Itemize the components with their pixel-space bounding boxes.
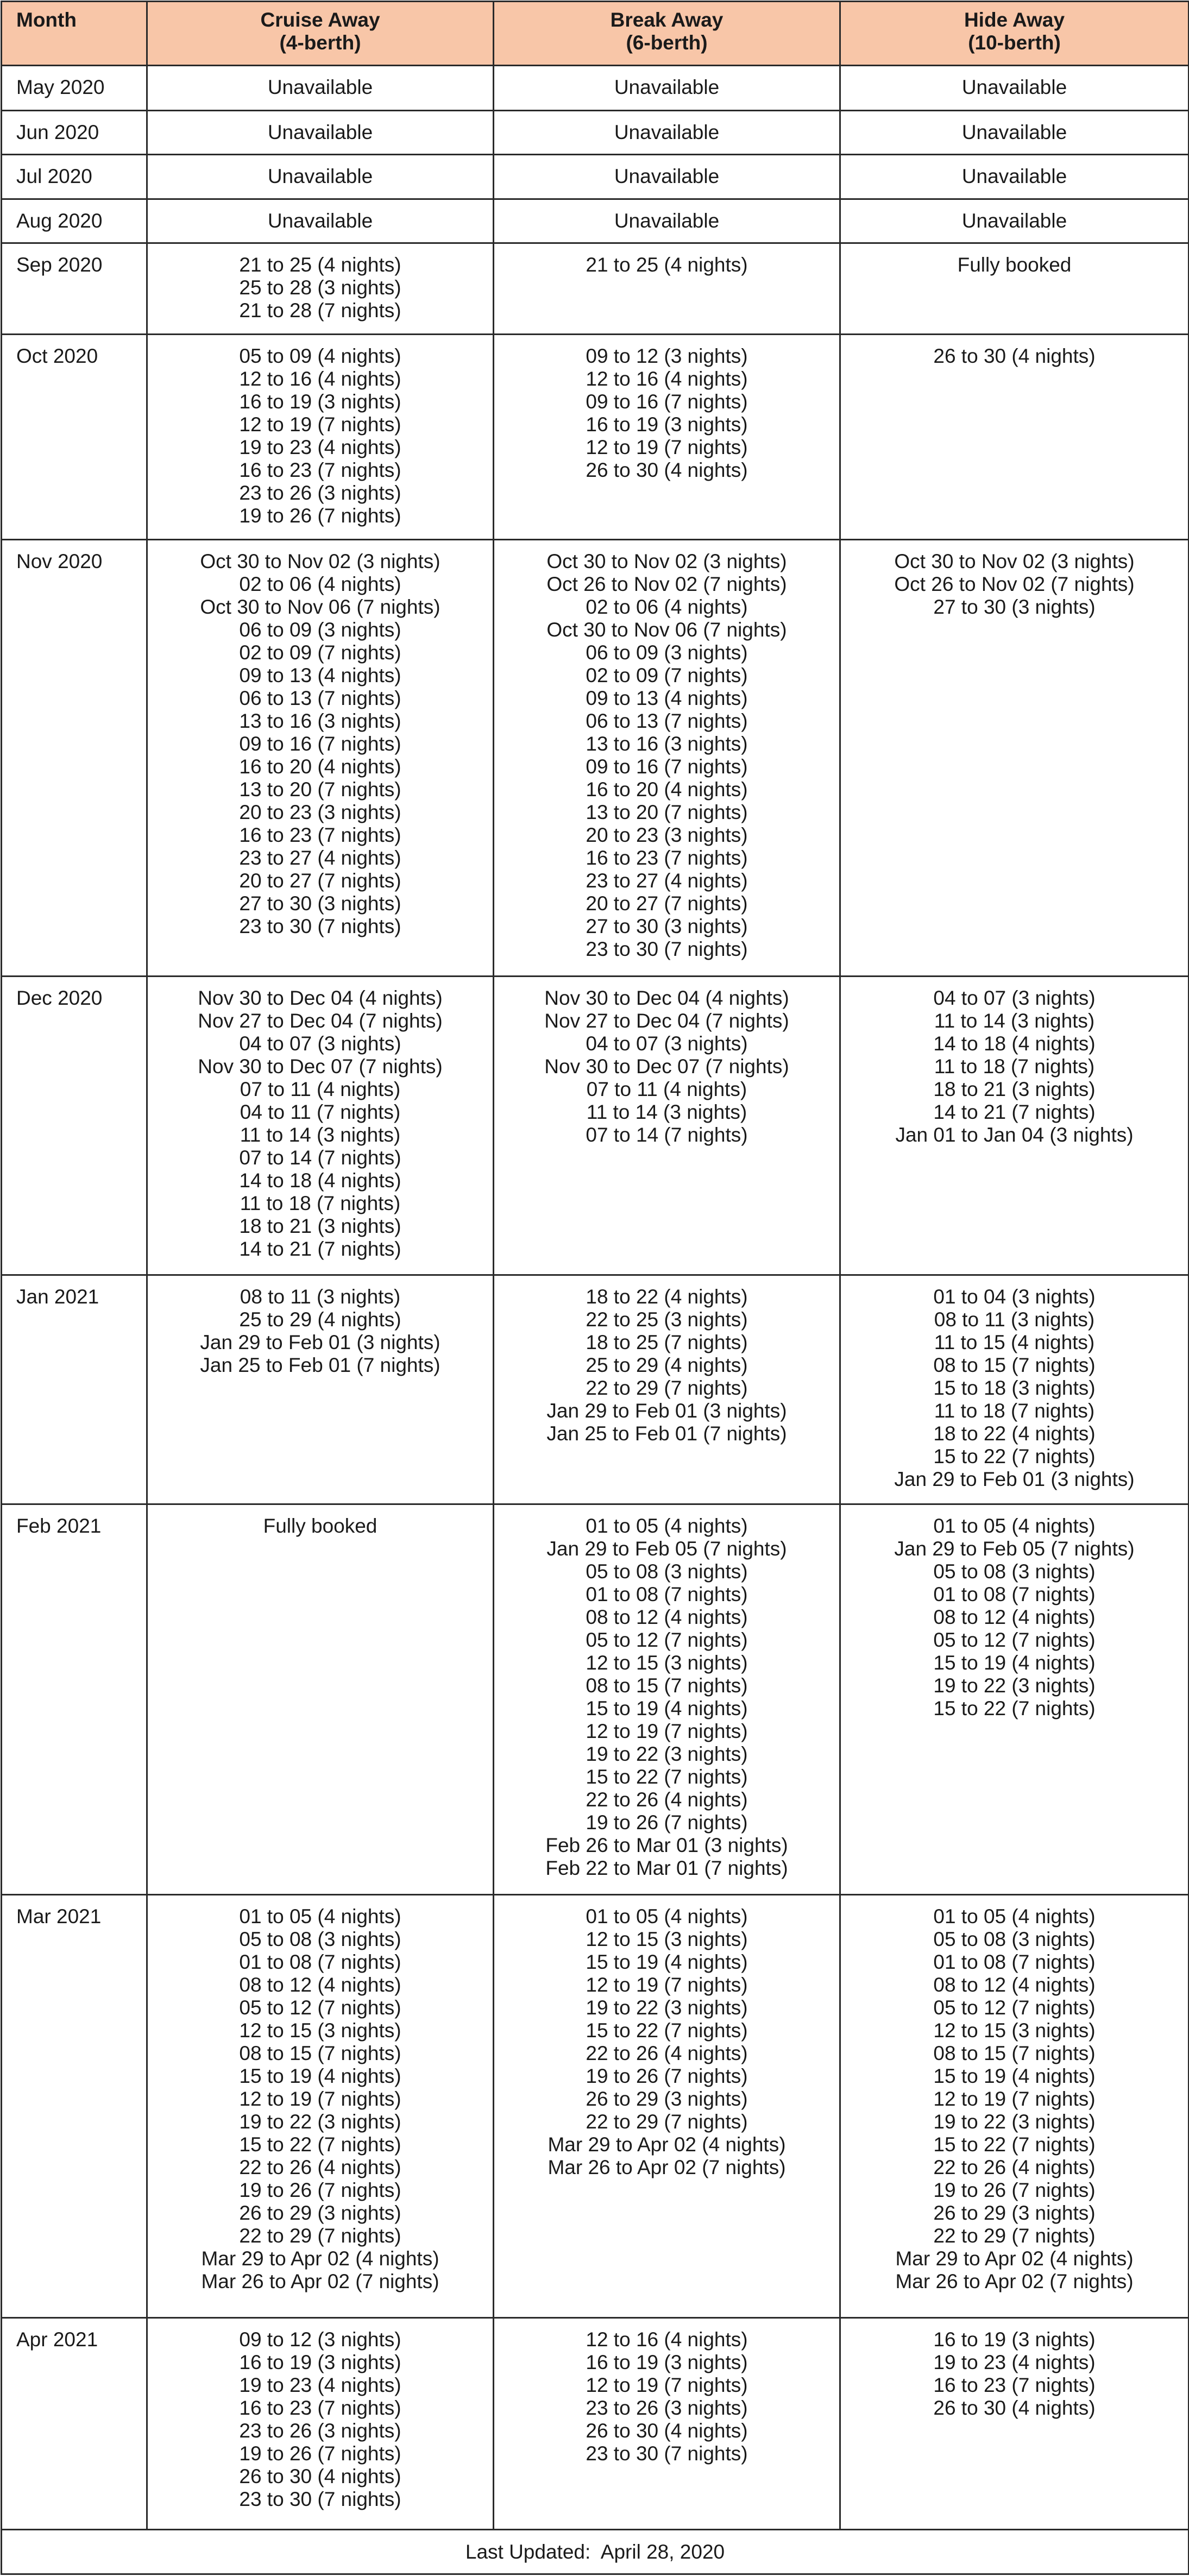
- availability-entry: 20 to 27 (7 nights): [586, 892, 748, 915]
- availability-cell-hide-away: [840, 976, 1189, 1275]
- availability-entry: 12 to 15 (3 nights): [933, 2019, 1096, 2042]
- availability-entry: 08 to 11 (3 nights): [240, 1285, 401, 1308]
- availability-entry: 15 to 18 (3 nights): [933, 1376, 1096, 1399]
- availability-cell-break-away: [494, 1275, 840, 1504]
- availability-entry: 12 to 16 (4 nights): [586, 368, 748, 391]
- availability-entry: 12 to 15 (3 nights): [586, 1652, 748, 1674]
- availability-entry: 05 to 12 (7 nights): [586, 1629, 748, 1652]
- availability-cell-hide-away: [840, 1504, 1189, 1895]
- availability-entry: 09 to 13 (4 nights): [586, 686, 748, 709]
- availability-entry: 01 to 08 (7 nights): [239, 1950, 401, 1973]
- month-cell: Dec 2020: [2, 976, 147, 1275]
- availability-entry: Unavailable: [267, 165, 373, 188]
- availability-entry: 23 to 26 (3 nights): [239, 482, 401, 505]
- availability-entry: 11 to 18 (7 nights): [240, 1192, 401, 1214]
- availability-cell-hide-away: [840, 335, 1189, 540]
- availability-entry: 05 to 09 (4 nights): [239, 345, 401, 368]
- availability-entry: 15 to 19 (4 nights): [239, 2064, 401, 2087]
- availability-entry: Jan 29 to Feb 01 (3 nights): [894, 1467, 1135, 1490]
- availability-entry: 20 to 27 (7 nights): [239, 869, 401, 892]
- availability-entry: 11 to 18 (7 nights): [934, 1055, 1095, 1078]
- availability-entry: 20 to 23 (3 nights): [239, 801, 401, 823]
- header-cruise-away: [147, 2, 494, 66]
- availability-entry: 02 to 09 (7 nights): [586, 664, 748, 686]
- availability-entry: 15 to 22 (7 nights): [933, 1445, 1096, 1467]
- availability-entry: 08 to 15 (7 nights): [239, 2042, 401, 2064]
- availability-entry: 14 to 18 (4 nights): [239, 1169, 401, 1192]
- availability-entry: 12 to 19 (7 nights): [239, 2087, 401, 2110]
- table-body: [2, 66, 1189, 2530]
- availability-cell-break-away: [494, 111, 840, 155]
- availability-entry: 15 to 22 (7 nights): [586, 1766, 748, 1788]
- availability-entry: 05 to 12 (7 nights): [239, 1996, 401, 2019]
- availability-entry: 12 to 15 (3 nights): [586, 1928, 748, 1950]
- availability-cell-hide-away: [840, 539, 1189, 976]
- availability-entry: 23 to 26 (3 nights): [239, 2420, 401, 2442]
- availability-entry: 19 to 23 (4 nights): [239, 2374, 401, 2397]
- availability-entry: Jan 29 to Feb 05 (7 nights): [894, 1538, 1135, 1560]
- header-month-label: Month: [16, 9, 77, 31]
- availability-entry: 23 to 30 (7 nights): [239, 915, 401, 937]
- availability-entry: 22 to 26 (4 nights): [586, 1788, 748, 1811]
- availability-entry: 19 to 26 (7 nights): [586, 1811, 748, 1834]
- availability-entry: 19 to 22 (3 nights): [933, 1674, 1096, 1697]
- availability-entry: 01 to 05 (4 nights): [239, 1905, 401, 1928]
- availability-entry: 07 to 11 (4 nights): [240, 1078, 401, 1100]
- table-row: [2, 111, 1189, 155]
- availability-entry: 07 to 11 (4 nights): [586, 1078, 747, 1100]
- month-cell: Jun 2020: [2, 111, 147, 155]
- table-row: [2, 66, 1189, 111]
- availability-cell-break-away: [494, 1894, 840, 2318]
- availability-entry: 04 to 07 (3 nights): [239, 1032, 401, 1055]
- availability-entry: 22 to 26 (4 nights): [933, 2156, 1096, 2178]
- availability-entry: 25 to 29 (4 nights): [586, 1353, 748, 1376]
- availability-cell-break-away: [494, 199, 840, 243]
- availability-entry: 15 to 19 (4 nights): [933, 1652, 1096, 1674]
- availability-entry: 02 to 06 (4 nights): [239, 572, 401, 595]
- availability-entry: 01 to 05 (4 nights): [933, 1515, 1096, 1538]
- availability-entry: 26 to 29 (3 nights): [239, 2201, 401, 2224]
- table-row: [2, 335, 1189, 540]
- availability-entry: 27 to 30 (3 nights): [239, 892, 401, 915]
- availability-entry: 21 to 28 (7 nights): [239, 299, 401, 322]
- availability-entry: 04 to 07 (3 nights): [586, 1032, 748, 1055]
- availability-cell-break-away: [494, 2318, 840, 2530]
- availability-entry: 19 to 22 (3 nights): [933, 2110, 1096, 2133]
- availability-entry: Nov 30 to Dec 07 (7 nights): [544, 1055, 789, 1078]
- availability-entry: 27 to 30 (3 nights): [933, 595, 1096, 618]
- availability-entry: Nov 27 to Dec 04 (7 nights): [198, 1009, 443, 1032]
- availability-entry: 06 to 13 (7 nights): [586, 709, 748, 732]
- month-cell: Jul 2020: [2, 155, 147, 199]
- last-updated-label: Last Updated:: [465, 2540, 591, 2563]
- availability-cell-hide-away: [840, 243, 1189, 334]
- availability-entry: 26 to 30 (4 nights): [586, 459, 748, 482]
- availability-entry: 16 to 20 (4 nights): [239, 755, 401, 778]
- availability-entry: 19 to 22 (3 nights): [586, 1996, 748, 2019]
- availability-entry: 09 to 16 (7 nights): [239, 732, 401, 755]
- availability-entry: Oct 30 to Nov 02 (3 nights): [894, 550, 1135, 572]
- availability-entry: 22 to 25 (3 nights): [586, 1308, 748, 1331]
- availability-entry: Jan 29 to Feb 05 (7 nights): [546, 1538, 787, 1560]
- availability-entry: 13 to 16 (3 nights): [586, 732, 748, 755]
- availability-cell-break-away: [494, 1504, 840, 1895]
- month-cell: Feb 2021: [2, 1504, 147, 1895]
- availability-entry: Fully booked: [957, 253, 1072, 276]
- month-cell: Oct 2020: [2, 335, 147, 540]
- availability-entry: Nov 30 to Dec 04 (4 nights): [544, 986, 789, 1009]
- availability-entry: 09 to 13 (4 nights): [239, 664, 401, 686]
- availability-cell-cruise-away: [147, 199, 494, 243]
- availability-cell-hide-away: [840, 155, 1189, 199]
- availability-entry: 19 to 26 (7 nights): [239, 2178, 401, 2201]
- availability-entry: 12 to 19 (7 nights): [239, 413, 401, 436]
- header-break-away: [494, 2, 840, 66]
- availability-entry: Mar 26 to Apr 02 (7 nights): [895, 2270, 1134, 2292]
- table-row: [2, 976, 1189, 1275]
- availability-entry: 18 to 21 (3 nights): [239, 1214, 401, 1237]
- availability-cell-break-away: [494, 976, 840, 1275]
- availability-entry: 06 to 09 (3 nights): [239, 618, 401, 641]
- availability-entry: 19 to 26 (7 nights): [933, 2178, 1096, 2201]
- availability-entry: 16 to 19 (3 nights): [586, 413, 748, 436]
- availability-cell-break-away: [494, 155, 840, 199]
- availability-entry: 12 to 19 (7 nights): [933, 2087, 1096, 2110]
- availability-entry: 16 to 23 (7 nights): [933, 2374, 1096, 2397]
- availability-entry: 14 to 21 (7 nights): [933, 1100, 1096, 1123]
- availability-entry: 16 to 23 (7 nights): [239, 459, 401, 482]
- availability-entry: 05 to 08 (3 nights): [933, 1928, 1096, 1950]
- availability-cell-cruise-away: [147, 1504, 494, 1895]
- availability-entry: 05 to 08 (3 nights): [586, 1560, 748, 1583]
- availability-entry: 26 to 30 (4 nights): [586, 2420, 748, 2442]
- availability-cell-break-away: [494, 66, 840, 111]
- availability-entry: 16 to 19 (3 nights): [586, 2351, 748, 2374]
- availability-entry: 08 to 12 (4 nights): [586, 1606, 748, 1629]
- availability-entry: Unavailable: [614, 76, 720, 98]
- availability-entry: 05 to 12 (7 nights): [933, 1996, 1096, 2019]
- table-row: [2, 2318, 1189, 2530]
- availability-cell-cruise-away: [147, 335, 494, 540]
- availability-entry: 21 to 25 (4 nights): [239, 253, 401, 276]
- availability-entry: 23 to 30 (7 nights): [239, 2488, 401, 2511]
- availability-cell-hide-away: [840, 2318, 1189, 2530]
- availability-entry: 08 to 11 (3 nights): [934, 1308, 1095, 1331]
- availability-entry: 05 to 12 (7 nights): [933, 1629, 1096, 1652]
- availability-cell-cruise-away: [147, 155, 494, 199]
- availability-table: [1, 1, 1189, 2575]
- availability-entry: 18 to 22 (4 nights): [586, 1285, 748, 1308]
- availability-entry: 08 to 12 (4 nights): [933, 1606, 1096, 1629]
- availability-entry: 19 to 26 (7 nights): [239, 2442, 401, 2465]
- availability-entry: 15 to 22 (7 nights): [933, 2133, 1096, 2156]
- header-boat-berth: (10-berth): [968, 32, 1061, 54]
- availability-entry: Jan 29 to Feb 01 (3 nights): [546, 1399, 787, 1422]
- availability-entry: Nov 30 to Dec 07 (7 nights): [198, 1055, 443, 1078]
- availability-entry: 06 to 09 (3 nights): [586, 641, 748, 664]
- month-cell: Aug 2020: [2, 199, 147, 243]
- availability-entry: 22 to 29 (7 nights): [586, 2110, 748, 2133]
- availability-entry: 01 to 05 (4 nights): [586, 1515, 748, 1538]
- availability-entry: 06 to 13 (7 nights): [239, 686, 401, 709]
- availability-entry: 16 to 23 (7 nights): [586, 846, 748, 869]
- availability-entry: Mar 29 to Apr 02 (4 nights): [201, 2247, 439, 2270]
- availability-entry: Fully booked: [263, 1515, 378, 1538]
- availability-entry: 11 to 14 (3 nights): [934, 1009, 1095, 1032]
- availability-entry: 16 to 20 (4 nights): [586, 778, 748, 801]
- availability-cell-cruise-away: [147, 243, 494, 334]
- availability-entry: 08 to 15 (7 nights): [933, 2042, 1096, 2064]
- availability-entry: 08 to 15 (7 nights): [586, 1674, 748, 1697]
- header-boat-berth: (6-berth): [626, 32, 708, 54]
- availability-entry: Unavailable: [267, 209, 373, 232]
- availability-entry: 13 to 16 (3 nights): [239, 709, 401, 732]
- last-updated-date: April 28, 2020: [600, 2540, 725, 2563]
- availability-entry: Jan 01 to Jan 04 (3 nights): [895, 1123, 1134, 1146]
- table-row: [2, 1275, 1189, 1504]
- availability-entry: 12 to 16 (4 nights): [586, 2328, 748, 2351]
- availability-entry: 26 to 29 (3 nights): [586, 2087, 748, 2110]
- availability-entry: Oct 30 to Nov 06 (7 nights): [200, 595, 441, 618]
- availability-entry: 09 to 12 (3 nights): [586, 345, 748, 368]
- availability-entry: 04 to 11 (7 nights): [240, 1100, 401, 1123]
- availability-entry: Oct 26 to Nov 02 (7 nights): [894, 572, 1135, 595]
- availability-entry: Unavailable: [614, 121, 720, 144]
- availability-entry: 15 to 19 (4 nights): [586, 1697, 748, 1720]
- availability-entry: Oct 26 to Nov 02 (7 nights): [546, 572, 787, 595]
- availability-entry: 22 to 26 (4 nights): [239, 2156, 401, 2178]
- last-updated: [2, 2530, 1189, 2574]
- availability-entry: 23 to 30 (7 nights): [586, 937, 748, 960]
- availability-entry: 25 to 29 (4 nights): [239, 1308, 401, 1331]
- availability-entry: 26 to 29 (3 nights): [933, 2201, 1096, 2224]
- availability-entry: 15 to 19 (4 nights): [586, 1950, 748, 1973]
- availability-entry: 21 to 25 (4 nights): [586, 253, 748, 276]
- header-boat-berth: (4-berth): [279, 32, 361, 54]
- availability-entry: 14 to 21 (7 nights): [239, 1237, 401, 1260]
- availability-entry: 07 to 14 (7 nights): [586, 1123, 748, 1146]
- table-row: [2, 1894, 1189, 2318]
- availability-entry: Unavailable: [267, 121, 373, 144]
- availability-entry: 05 to 08 (3 nights): [239, 1928, 401, 1950]
- availability-entry: 12 to 19 (7 nights): [586, 1720, 748, 1743]
- availability-entry: 15 to 19 (4 nights): [933, 2064, 1096, 2087]
- availability-entry: 16 to 19 (3 nights): [239, 2351, 401, 2374]
- availability-entry: 25 to 28 (3 nights): [239, 276, 401, 299]
- availability-cell-cruise-away: [147, 2318, 494, 2530]
- availability-entry: Nov 30 to Dec 04 (4 nights): [198, 986, 443, 1009]
- availability-entry: Jan 25 to Feb 01 (7 nights): [200, 1353, 441, 1376]
- availability-entry: 04 to 07 (3 nights): [933, 986, 1096, 1009]
- availability-entry: 02 to 06 (4 nights): [586, 595, 748, 618]
- availability-entry: 15 to 22 (7 nights): [933, 1697, 1096, 1720]
- availability-cell-hide-away: [840, 1275, 1189, 1504]
- availability-entry: 16 to 19 (3 nights): [933, 2328, 1096, 2351]
- availability-entry: Mar 29 to Apr 02 (4 nights): [548, 2133, 786, 2156]
- availability-entry: 18 to 22 (4 nights): [933, 1422, 1096, 1445]
- availability-entry: 11 to 14 (3 nights): [240, 1123, 401, 1146]
- availability-cell-break-away: [494, 243, 840, 334]
- table-row: [2, 155, 1189, 199]
- header-hide-away: [840, 2, 1189, 66]
- availability-entry: Oct 30 to Nov 02 (3 nights): [546, 550, 787, 572]
- availability-entry: 01 to 04 (3 nights): [933, 1285, 1096, 1308]
- availability-cell-cruise-away: [147, 539, 494, 976]
- availability-entry: Oct 30 to Nov 06 (7 nights): [546, 618, 787, 641]
- availability-entry: Mar 26 to Apr 02 (7 nights): [201, 2270, 439, 2292]
- availability-entry: Mar 29 to Apr 02 (4 nights): [895, 2247, 1134, 2270]
- month-cell: Nov 2020: [2, 539, 147, 976]
- table-row: [2, 1504, 1189, 1895]
- availability-entry: 12 to 19 (7 nights): [586, 1973, 748, 1996]
- footer-row: [2, 2530, 1189, 2574]
- availability-entry: 08 to 12 (4 nights): [239, 1973, 401, 1996]
- availability-entry: 19 to 23 (4 nights): [239, 436, 401, 459]
- availability-entry: Unavailable: [614, 209, 720, 232]
- availability-entry: 13 to 20 (7 nights): [586, 801, 748, 823]
- availability-entry: Jan 25 to Feb 01 (7 nights): [546, 1422, 787, 1445]
- availability-cell-cruise-away: [147, 976, 494, 1275]
- availability-cell-break-away: [494, 335, 840, 540]
- table-row: [2, 243, 1189, 334]
- availability-entry: Feb 26 to Mar 01 (3 nights): [545, 1834, 788, 1857]
- availability-entry: 23 to 30 (7 nights): [586, 2442, 748, 2465]
- availability-entry: 07 to 14 (7 nights): [239, 1146, 401, 1169]
- availability-entry: 08 to 15 (7 nights): [933, 1353, 1096, 1376]
- availability-entry: 19 to 23 (4 nights): [933, 2351, 1096, 2374]
- availability-entry: 12 to 19 (7 nights): [586, 2374, 748, 2397]
- availability-cell-cruise-away: [147, 111, 494, 155]
- availability-entry: Jan 29 to Feb 01 (3 nights): [200, 1331, 441, 1353]
- availability-entry: 11 to 18 (7 nights): [934, 1399, 1095, 1422]
- availability-entry: 15 to 22 (7 nights): [586, 2019, 748, 2042]
- availability-entry: Feb 22 to Mar 01 (7 nights): [545, 1857, 788, 1880]
- availability-entry: 23 to 27 (4 nights): [239, 846, 401, 869]
- availability-entry: 18 to 21 (3 nights): [933, 1078, 1096, 1100]
- availability-entry: 08 to 12 (4 nights): [933, 1973, 1096, 1996]
- availability-entry: 11 to 14 (3 nights): [586, 1100, 747, 1123]
- availability-entry: 19 to 22 (3 nights): [586, 1743, 748, 1766]
- availability-cell-cruise-away: [147, 1894, 494, 2318]
- availability-entry: 23 to 27 (4 nights): [586, 869, 748, 892]
- header-boat-name: Hide Away: [964, 9, 1065, 31]
- availability-entry: 19 to 22 (3 nights): [239, 2110, 401, 2133]
- availability-cell-hide-away: [840, 1894, 1189, 2318]
- table-row: [2, 539, 1189, 976]
- availability-entry: Unavailable: [961, 121, 1067, 144]
- availability-entry: 22 to 29 (7 nights): [239, 2224, 401, 2247]
- availability-entry: Unavailable: [961, 209, 1067, 232]
- header-boat-name: Break Away: [610, 9, 724, 31]
- availability-entry: 09 to 12 (3 nights): [239, 2328, 401, 2351]
- availability-entry: 12 to 19 (7 nights): [586, 436, 748, 459]
- availability-entry: 13 to 20 (7 nights): [239, 778, 401, 801]
- availability-entry: 27 to 30 (3 nights): [586, 915, 748, 937]
- month-cell: Mar 2021: [2, 1894, 147, 2318]
- availability-entry: 09 to 16 (7 nights): [586, 755, 748, 778]
- availability-entry: Unavailable: [267, 76, 373, 98]
- availability-entry: 14 to 18 (4 nights): [933, 1032, 1096, 1055]
- availability-entry: 01 to 05 (4 nights): [933, 1905, 1096, 1928]
- availability-entry: 01 to 08 (7 nights): [586, 1583, 748, 1606]
- availability-cell-hide-away: [840, 111, 1189, 155]
- availability-entry: 01 to 05 (4 nights): [586, 1905, 748, 1928]
- availability-entry: 22 to 26 (4 nights): [586, 2042, 748, 2064]
- availability-cell-cruise-away: [147, 1275, 494, 1504]
- availability-entry: 26 to 30 (4 nights): [239, 2465, 401, 2488]
- availability-cell-break-away: [494, 539, 840, 976]
- availability-entry: 11 to 15 (4 nights): [934, 1331, 1095, 1353]
- month-cell: Sep 2020: [2, 243, 147, 334]
- availability-entry: Unavailable: [961, 76, 1067, 98]
- availability-cell-hide-away: [840, 66, 1189, 111]
- header-month: [2, 2, 147, 66]
- header-boat-name: Cruise Away: [260, 9, 380, 31]
- month-cell: Jan 2021: [2, 1275, 147, 1504]
- availability-entry: 19 to 26 (7 nights): [586, 2064, 748, 2087]
- availability-entry: Unavailable: [614, 165, 720, 188]
- availability-entry: Nov 27 to Dec 04 (7 nights): [544, 1009, 789, 1032]
- availability-cell-cruise-away: [147, 66, 494, 111]
- availability-entry: 09 to 16 (7 nights): [586, 391, 748, 413]
- availability-entry: 19 to 26 (7 nights): [239, 505, 401, 527]
- availability-entry: 26 to 30 (4 nights): [933, 345, 1096, 368]
- availability-entry: 15 to 22 (7 nights): [239, 2133, 401, 2156]
- availability-entry: 26 to 30 (4 nights): [933, 2397, 1096, 2420]
- availability-entry: 01 to 08 (7 nights): [933, 1950, 1096, 1973]
- availability-entry: 16 to 23 (7 nights): [239, 2397, 401, 2420]
- availability-cell-hide-away: [840, 199, 1189, 243]
- availability-entry: 22 to 29 (7 nights): [586, 1376, 748, 1399]
- availability-entry: 18 to 25 (7 nights): [586, 1331, 748, 1353]
- availability-entry: 16 to 19 (3 nights): [239, 391, 401, 413]
- availability-entry: Oct 30 to Nov 02 (3 nights): [200, 550, 441, 572]
- availability-entry: 20 to 23 (3 nights): [586, 823, 748, 846]
- availability-entry: 22 to 29 (7 nights): [933, 2224, 1096, 2247]
- month-cell: May 2020: [2, 66, 147, 111]
- availability-entry: 01 to 08 (7 nights): [933, 1583, 1096, 1606]
- availability-entry: 02 to 09 (7 nights): [239, 641, 401, 664]
- availability-entry: Mar 26 to Apr 02 (7 nights): [548, 2156, 786, 2178]
- availability-entry: 05 to 08 (3 nights): [933, 1560, 1096, 1583]
- table-row: [2, 199, 1189, 243]
- availability-entry: Unavailable: [961, 165, 1067, 188]
- month-cell: Apr 2021: [2, 2318, 147, 2530]
- availability-entry: 23 to 26 (3 nights): [586, 2397, 748, 2420]
- availability-entry: 16 to 23 (7 nights): [239, 823, 401, 846]
- header-row: [2, 2, 1189, 66]
- availability-entry: 12 to 15 (3 nights): [239, 2019, 401, 2042]
- availability-entry: 12 to 16 (4 nights): [239, 368, 401, 391]
